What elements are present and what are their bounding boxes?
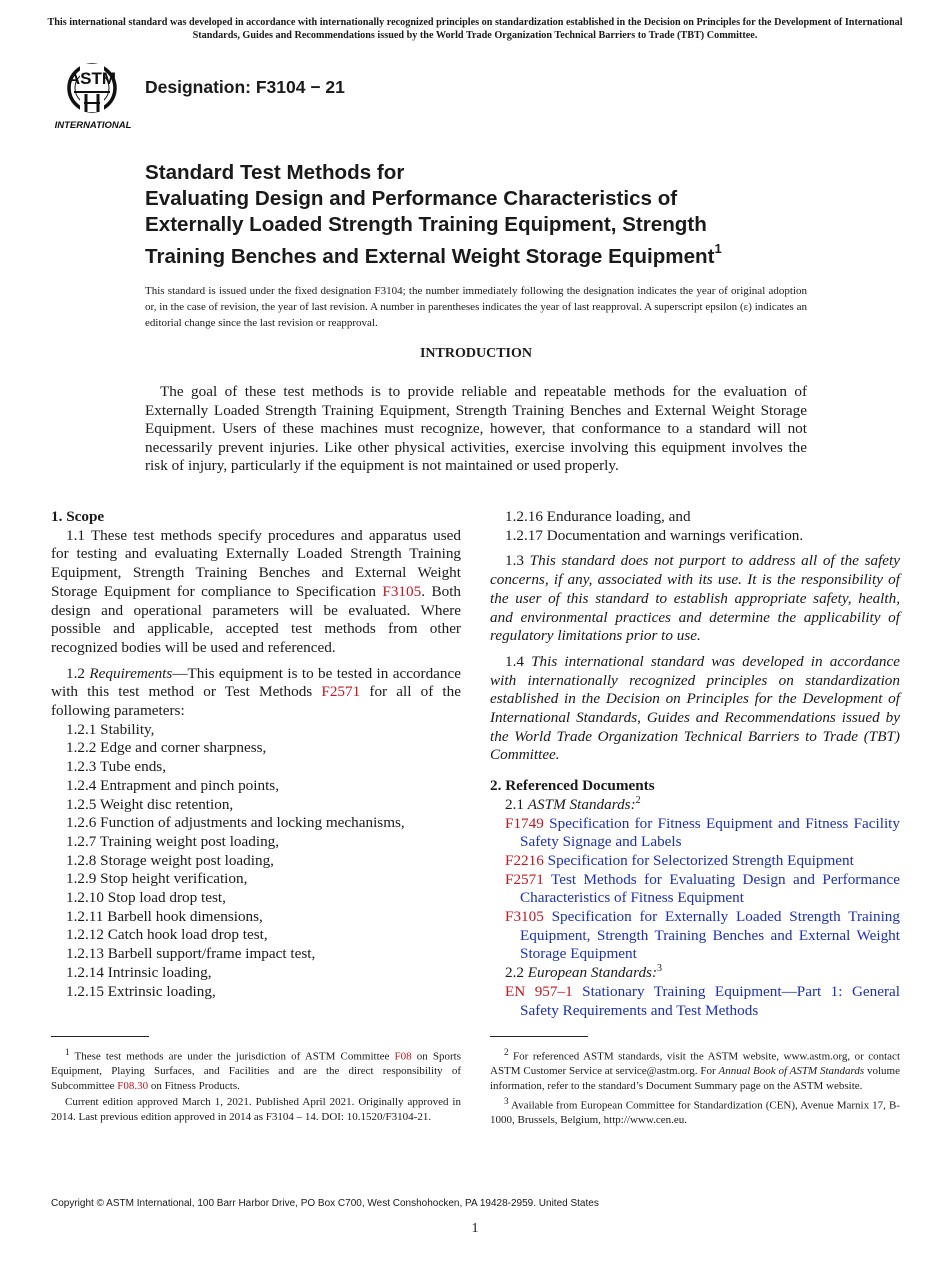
list-item: 1.2.11 Barbell hook dimensions, xyxy=(66,907,263,925)
list-item: 1.2.1 Stability, xyxy=(66,720,155,738)
link-f08-30[interactable]: F08.30 xyxy=(117,1079,149,1092)
list-item: 1.2.7 Training weight post loading, xyxy=(66,832,280,850)
footnote-2: $^2$ For referenced ASTM standards, visit the ASTM website, www.astm.org, or contact ASTM Customer Service at service@astm.org. For Annual Book of ASTM Standards volume information, refer to the standard’s Document Summary page on the ASTM website. xyxy=(490,1047,900,1092)
reference-item[interactable]: F1749 Specification for Fitness Equipment and Fitness Facility Safety Signage and Labels xyxy=(505,814,900,851)
list-item: 1.2.10 Stop load drop test, xyxy=(66,889,226,907)
copyright-notice: Copyright © ASTM International, 100 Barr Harbor Drive, PO Box C700, West Conshohocken, PA 19428-2959. United States xyxy=(51,1198,599,1209)
footnote-divider-right xyxy=(490,1036,588,1037)
reference-item[interactable]: EN 957–1 Stationary Training Equipment—Part 1: General Safety Requirements and Test Methods xyxy=(505,982,901,1019)
document-title xyxy=(145,160,865,270)
paragraph-1-2: 1.2 Requirements—This equipment is to be tested in accordance with this test method or Test Methods F2571 for all of the following parameters: xyxy=(51,664,461,720)
title-line-1: Standard Test Methods for xyxy=(145,161,405,184)
introduction-text: The goal of these test methods is to provide reliable and repeatable methods for the evaluation of Externally Loaded Strength Training Equipment, Strength Training Benches and External Weight Storage Equipment. Users of these machines must recognize, however, that conformance to a standard will not necessarily prevent injuries. Like other physical activities, exercise involving this equipment involves the risk of injury, particularly if the equipment is not maintained or used properly. xyxy=(145,383,807,474)
link-f3105[interactable]: F3105 xyxy=(382,582,422,600)
title-line-2: Evaluating Design and Performance Characteristics of xyxy=(145,187,678,210)
link-f08[interactable]: F08 xyxy=(394,1050,412,1063)
european-standards-label: 2.2 European Standards:$^3$ xyxy=(505,963,663,982)
left-column xyxy=(51,508,461,1001)
right-column xyxy=(490,508,900,1020)
reference-item[interactable]: F3105 Specification for Externally Loaded Strength Training Equipment, Strength Training Benches and External Weight Storage Equipment xyxy=(505,908,900,963)
astm-logo xyxy=(52,58,136,132)
list-item: 1.2.12 Catch hook load drop test, xyxy=(66,926,268,944)
list-item: 1.2.8 Storage weight post loading, xyxy=(66,851,274,869)
title-line-4: Training Benches and External Weight Storage Equipment$^1$ xyxy=(145,241,722,268)
list-item: 1.2.4 Entrapment and pinch points, xyxy=(66,776,280,794)
list-item: 1.2.17 Documentation and warnings verification. xyxy=(505,526,804,544)
list-item: 1.2.13 Barbell support/frame impact test, xyxy=(66,945,316,963)
list-item: 1.2.9 Stop height verification, xyxy=(66,870,248,888)
referenced-documents-heading: 2. Referenced Documents xyxy=(490,777,655,795)
adoption-notice: This international standard was developed in accordance with internationally recognized principles on standardization established in the Decision on Principles for the Development of International Standards, Guides and Recommendations issued by the World Trade Organization Technical Barriers to Trade (TBT) Committee. xyxy=(47,17,903,41)
astm-logo-icon xyxy=(52,58,136,132)
scope-heading: 1. Scope xyxy=(51,508,105,525)
issuance-note: This standard is issued under the fixed designation F3104; the number immediately following the designation indicates the year of original adoption or, in the case of revision, the year of last revision. A number in parentheses indicates the year of last reapproval. A superscript epsilon (ε) indicates an editorial change since the last revision or reapproval. xyxy=(145,285,807,329)
introduction-heading: INTRODUCTION xyxy=(419,346,532,361)
title-line-3: Externally Loaded Strength Training Equipment, Strength xyxy=(145,213,707,236)
list-item: 1.2.2 Edge and corner sharpness, xyxy=(66,739,267,757)
astm-standards-label: 2.1 ASTM Standards:$^2$ xyxy=(505,794,641,813)
footnote-divider-left xyxy=(51,1036,149,1037)
footnote-edition: Current edition approved March 1, 2021. Published April 2021. Originally approved in 2014. Last previous edition approved in 2014 as F3104 – 14. DOI: 10.1520/F3104-21. xyxy=(51,1096,461,1123)
footnote-3: $^3$ Available from European Committee for Standardization (CEN), Avenue Marnix 17, B-1000, Brussels, Belgium, http://www.cen.eu. xyxy=(490,1096,900,1127)
designation: Designation: F3104 − 21 xyxy=(145,77,345,97)
list-item: 1.2.6 Function of adjustments and locking mechanisms, xyxy=(66,814,405,832)
paragraph-1-4: 1.4 This international standard was developed in accordance with internationally recognized principles on standardization established in the Decision on Principles for the Development of International Standards, Guides and Recommendations issued by the World Trade Organization Technical Barriers to Trade (TBT) Committee. xyxy=(490,652,901,764)
list-item: 1.2.15 Extrinsic loading, xyxy=(66,982,216,1000)
footnotes-left xyxy=(51,1045,461,1124)
footnote-1: $^1$ These test methods are under the jurisdiction of ASTM Committee F08 on Sports Equipment, Playing Surfaces, and Facilities and are the direct responsibility of Subcommittee F08.30 on Fitness Products. xyxy=(51,1047,461,1092)
list-item: 1.2.14 Intrinsic loading, xyxy=(66,963,212,981)
logo-caption: INTERNATIONAL xyxy=(54,120,132,131)
reference-item[interactable]: F2216 Specification for Selectorized Strength Equipment xyxy=(505,851,854,869)
paragraph-1-3: 1.3 This standard does not purport to address all of the safety concerns, if any, associated with its use. It is the responsibility of the user of this standard to establish appropriate safety, health, and environmental practices and determine the applicability of regulatory limitations prior to use. xyxy=(490,552,901,645)
list-item: 1.2.3 Tube ends, xyxy=(66,758,167,776)
reference-item[interactable]: F2571 Test Methods for Evaluating Design and Performance Characteristics of Fitness Equipment xyxy=(505,870,900,907)
link-f2571[interactable]: F2571 xyxy=(321,683,361,701)
logo-letters-top: ASTM xyxy=(67,69,117,88)
footnotes-right xyxy=(490,1045,900,1128)
title-footnote-mark: 1 xyxy=(714,241,722,256)
page-number: 1 xyxy=(471,1221,479,1236)
paragraph-1-1: 1.1 These test methods specify procedures and apparatus used for testing and evaluating Externally Loaded Strength Training Equipment, Strength Training Benches and External Weight Storage Equipment for compliance to Specification F3105. Both design and operational parameters will be evaluated. Where possible and applicable, accepted test methods from other recognized bodies will be used and referenced. xyxy=(51,526,462,656)
list-item: 1.2.5 Weight disc retention, xyxy=(66,795,234,813)
list-item: 1.2.16 Endurance loading, and xyxy=(505,508,691,525)
